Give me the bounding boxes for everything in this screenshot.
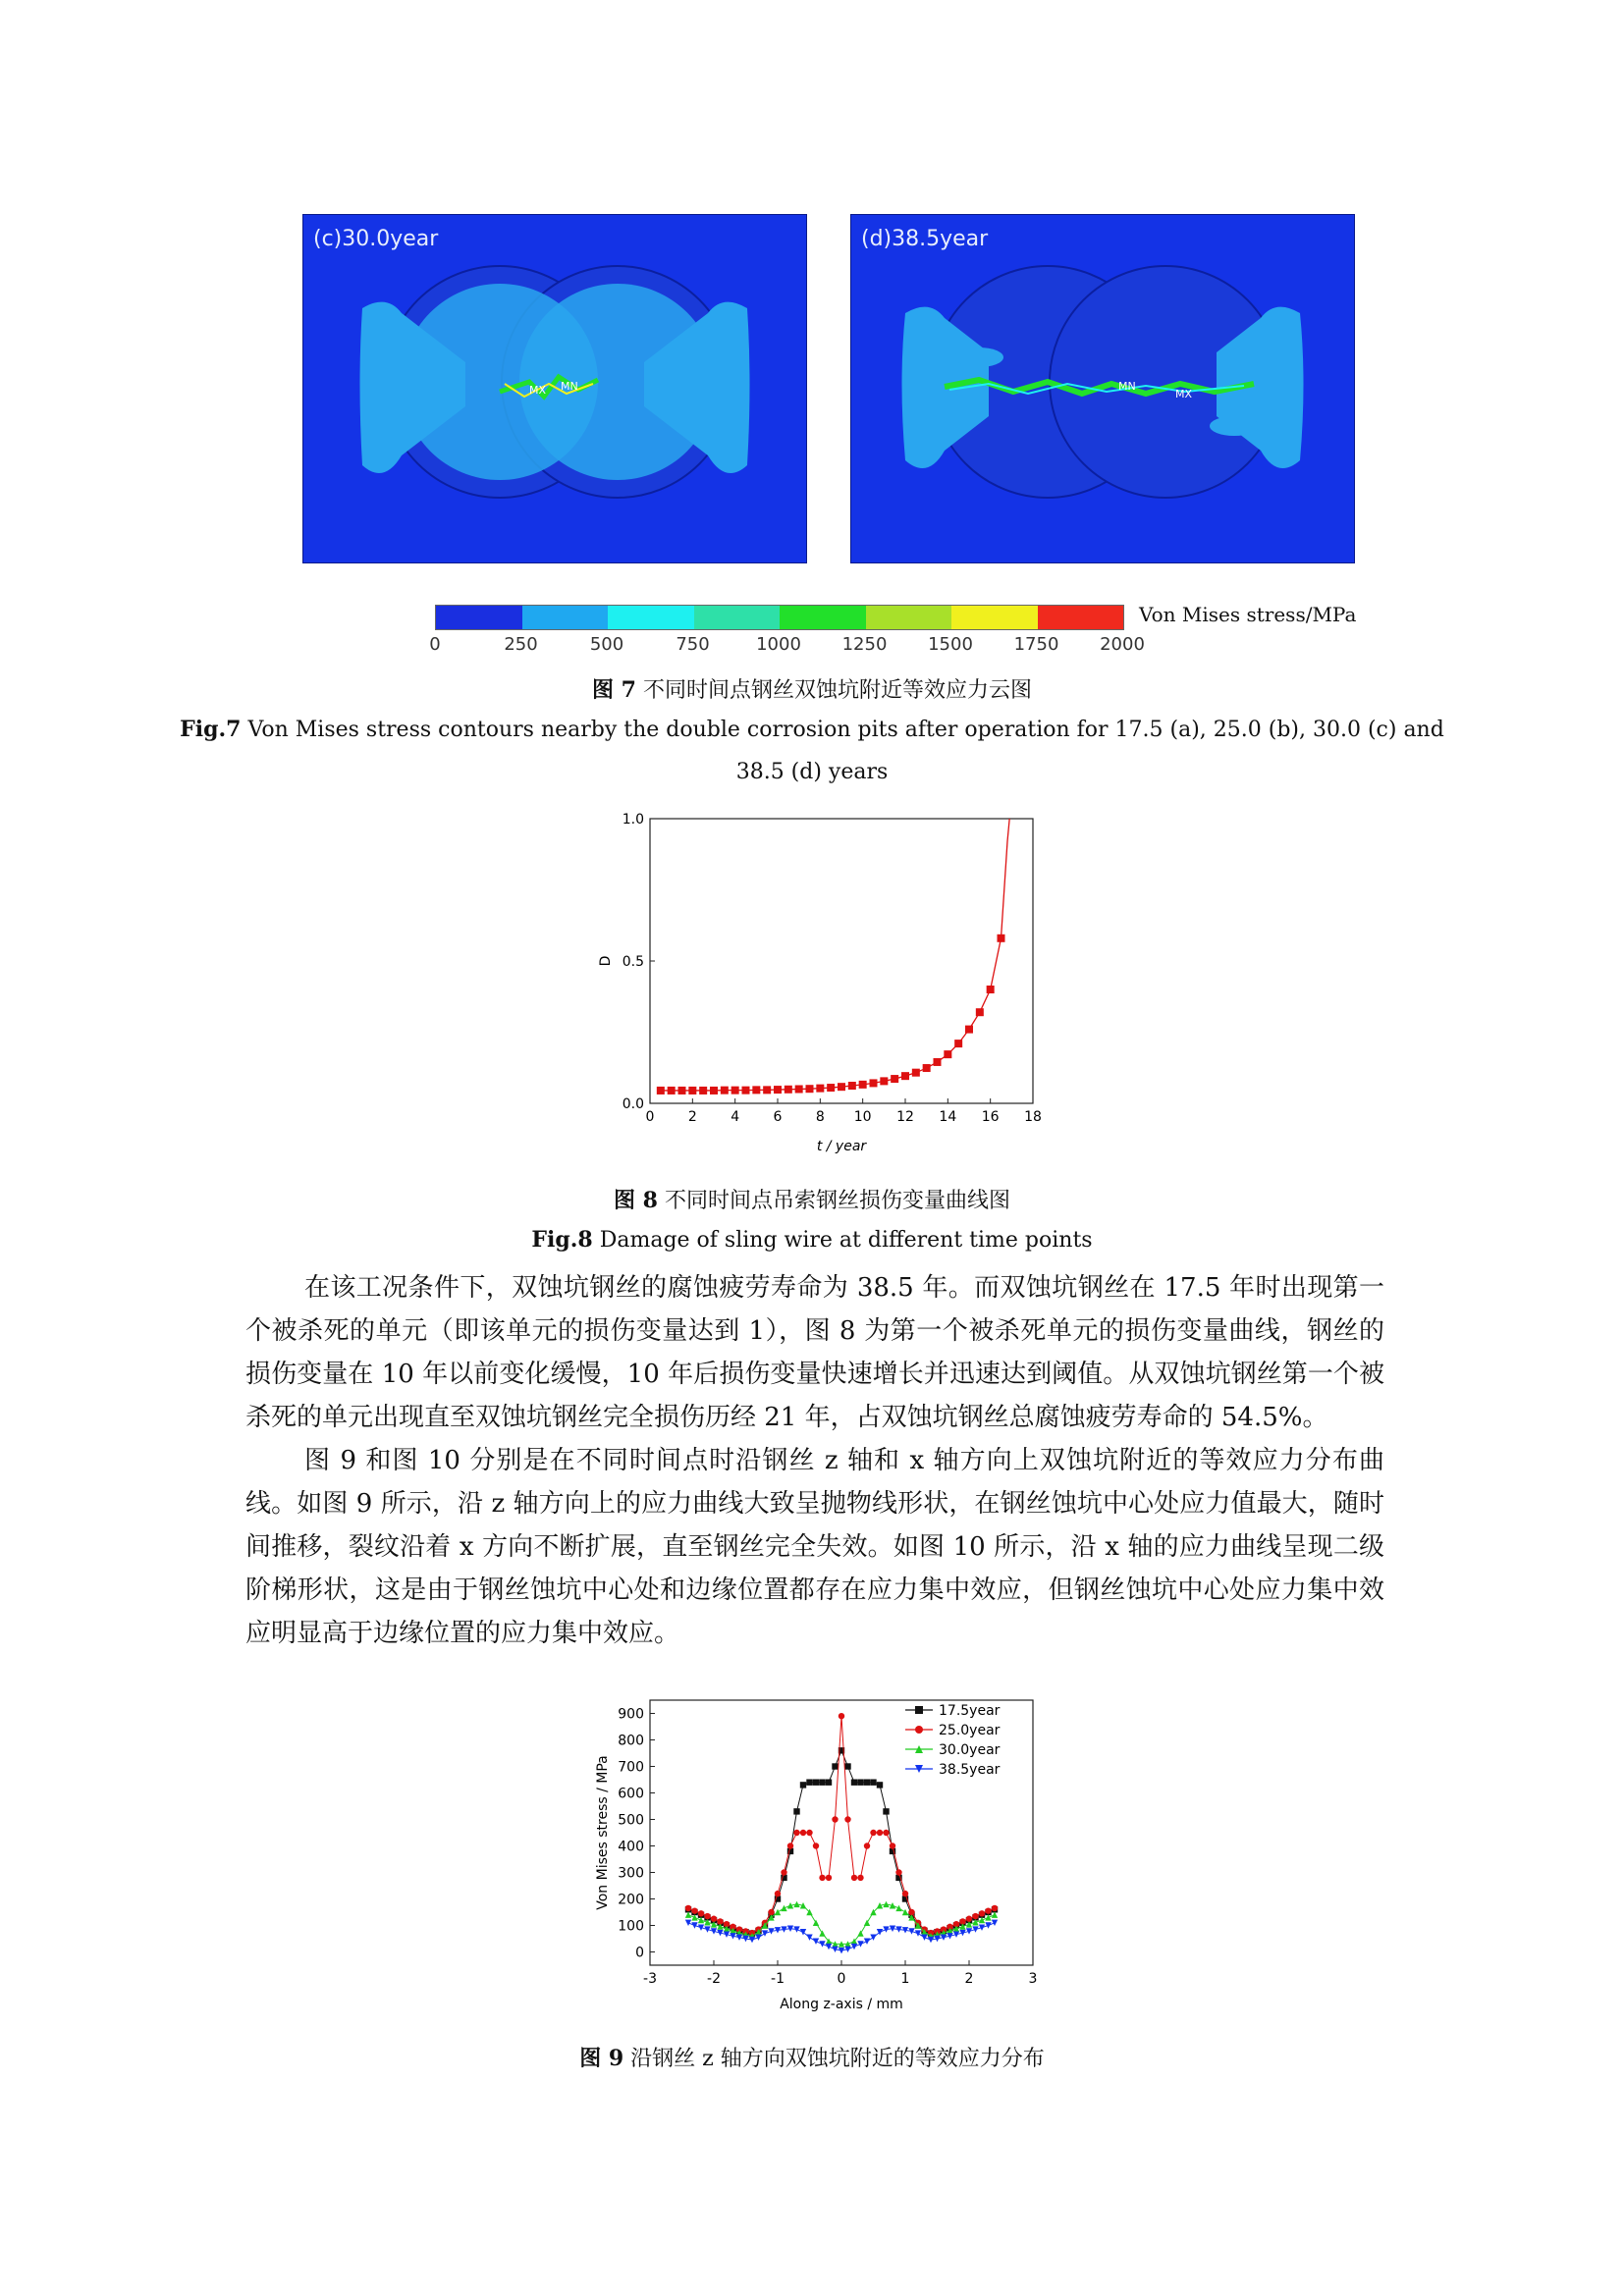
data-point [698,1910,704,1916]
data-point [895,1869,901,1875]
data-point [859,1081,867,1089]
data-point [806,1934,812,1940]
x-tick-label: -2 [707,1971,721,1987]
y-tick-label: 500 [618,1812,644,1829]
data-point [966,1916,972,1922]
data-point [998,934,1005,942]
data-point [844,1816,850,1822]
data-point [965,1026,973,1034]
paragraph-1: 在该工况条件下，双蚀坑钢丝的腐蚀疲劳寿命为 38.5 年。而双蚀坑钢丝在 17.5 年时出现第一个被杀死的单元（即该单元的损伤变量达到 1），图 8 为第一个被杀死单元的损伤变量曲线，钢丝的损伤变量在 10 年以前变化缓慢，10 年后损伤变量快速增长并迅速达到阈值。从双蚀坑钢丝第一个被杀死的单元出现直至双蚀坑钢丝完全损伤历经 21 年，占双蚀坑钢丝总腐蚀疲劳寿命的 54.5%。 [245,1273,1384,1432]
y-tick-label: 900 [618,1706,644,1723]
data-point [710,1087,718,1095]
fig7-caption-en [0,717,1624,742]
data-point [781,1905,786,1911]
data-point [992,1905,998,1911]
data-point [800,1782,806,1788]
data-point [979,1910,985,1916]
legend-label: 30.0year [939,1742,1001,1758]
data-point [826,1780,832,1786]
colorbar-segment [608,606,694,629]
data-point [827,1084,835,1092]
fig7-caption-en-prefix: Fig.7 [180,717,242,742]
x-tick-label: 0 [645,1109,655,1125]
data-point [976,1008,984,1016]
colorbar [435,605,1124,630]
fig7-caption-cn-text: 不同时间点钢丝双蚀坑附近等效应力云图 [635,678,1032,703]
data-point [915,1726,923,1734]
data-point [985,1922,991,1928]
data-point [698,1924,704,1930]
data-point [826,1875,832,1881]
data-point [851,1944,857,1949]
data-point [848,1082,856,1090]
y-tick-label: 600 [618,1786,644,1802]
data-point [883,1808,889,1814]
data-point [781,1869,786,1875]
data-point [711,1916,717,1922]
data-point [864,1780,870,1786]
data-point [691,1907,697,1913]
x-axis-label: Along z-axis / mm [780,1997,903,2012]
data-point [864,1920,870,1926]
fig9-chart [579,1688,1060,2022]
panel-c-label: (c)30.0year [313,227,439,251]
mx-marker-d: MX [1175,388,1193,400]
data-point [954,1040,962,1047]
y-tick-label: 1.0 [622,812,644,828]
data-point [795,1086,803,1094]
colorbar-title: Von Mises stress/MPa [1139,603,1357,626]
x-tick-label: 16 [981,1109,1000,1125]
x-tick-label: 2 [687,1109,697,1125]
colorbar-tick-label: 500 [589,634,624,655]
x-tick-label: 8 [815,1109,825,1125]
data-point [668,1087,676,1095]
data-point [857,1941,863,1947]
data-point [972,1913,978,1919]
mn-marker: MN [561,380,578,393]
colorbar-tick-label: 750 [676,634,710,655]
y-tick-label: 0.5 [622,954,644,970]
data-point [813,1920,819,1926]
data-point [832,1763,838,1769]
data-point [870,1780,876,1786]
fig7-caption-cn-prefix: 图 7 [592,677,636,703]
legend-label: 38.5year [939,1762,1001,1778]
data-point [992,1920,998,1926]
data-point [902,1891,908,1896]
y-tick-label: 300 [618,1865,644,1882]
fig8-caption-en-text: Damage of sling wire at different time points [592,1228,1093,1253]
data-point [721,1087,729,1095]
fig8-chart [579,805,1060,1168]
contour-d-graphic [851,215,1354,562]
colorbar-segment [1038,606,1124,629]
body-text [245,1266,1384,1655]
colorbar-segment [866,606,952,629]
colorbar-tick-label: 2000 [1100,634,1145,655]
colorbar-tick-labels [429,634,1145,658]
data-point [985,1907,991,1913]
series-line [688,1750,995,1933]
data-point [880,1077,888,1085]
x-tick-label: -3 [643,1971,657,1987]
data-point [923,1064,931,1072]
data-point [959,1930,965,1936]
data-point [966,1928,972,1934]
y-tick-label: 400 [618,1839,644,1855]
data-point [711,1928,717,1934]
data-point [819,1930,825,1936]
legend-label: 25.0year [939,1723,1001,1738]
colorbar-tick-label: 250 [504,634,538,655]
fig7-caption-en-line2: 38.5 (d) years [735,760,889,784]
y-tick-label: 200 [618,1892,644,1908]
data-point [763,1086,771,1094]
data-point [819,1875,825,1881]
data-point [731,1087,739,1095]
plot-frame [650,1700,1033,1965]
x-tick-label: 1 [900,1971,910,1987]
colorbar-tick-label: 1750 [1013,634,1059,655]
data-point [819,1780,825,1786]
data-point [717,1930,723,1936]
data-point [762,1930,768,1936]
mn-marker-d: MN [1118,380,1136,393]
y-tick-label: 0 [635,1945,644,1961]
data-point [691,1922,697,1928]
y-tick-label: 700 [618,1759,644,1776]
data-point [934,1058,942,1066]
data-point [877,1830,883,1836]
data-point [699,1087,707,1095]
colorbar-tick-label: 1250 [841,634,888,655]
y-axis-label: Von Mises stress / MPa [595,1755,611,1910]
data-point [890,1842,895,1848]
x-tick-label: 2 [964,1971,974,1987]
data-point [785,1086,792,1094]
data-point [678,1087,686,1095]
y-tick-label: 100 [618,1918,644,1935]
fig7-panel-c [302,214,807,563]
data-point [775,1891,781,1896]
data-point [844,1763,850,1769]
x-tick-label: 18 [1024,1109,1042,1125]
colorbar-segment [780,606,866,629]
x-tick-label: 14 [939,1109,957,1125]
data-point [902,1909,908,1915]
data-point [688,1087,696,1095]
data-point [915,1930,921,1936]
data-point [832,1816,838,1822]
x-tick-label: 4 [731,1109,740,1125]
data-point [864,1842,870,1848]
data-point [704,1913,710,1919]
fig9-caption-cn-text: 沿钢丝 z 轴方向双蚀坑附近的等效应力分布 [623,2047,1045,2071]
x-tick-label: 3 [1028,1971,1038,1987]
data-point [883,1830,889,1836]
data-point [864,1939,870,1945]
colorbar-tick-label: 1500 [928,634,973,655]
data-point [806,1085,814,1093]
data-point [851,1780,857,1786]
colorbar-segment [951,606,1038,629]
data-point [877,1782,883,1788]
fig8-caption-en [0,1227,1624,1253]
data-point [774,1086,782,1094]
y-axis-label: D [598,955,614,967]
data-point [704,1926,710,1932]
data-point [870,1830,876,1836]
fig8-caption-cn-text: 不同时间点吊索钢丝损伤变量曲线图 [657,1189,1010,1213]
data-point [915,1706,923,1714]
x-tick-label: -1 [771,1971,785,1987]
x-tick-label: 6 [773,1109,783,1125]
colorbar-tick-label: 1000 [756,634,801,655]
data-point [752,1086,760,1094]
data-point [787,1842,793,1848]
x-tick-label: 0 [837,1971,846,1987]
data-point [813,1780,819,1786]
data-point [793,1830,799,1836]
data-point [793,1808,799,1814]
data-point [806,1780,812,1786]
fig7-caption-cn [0,673,1624,704]
data-point [775,1909,781,1915]
y-tick-label: 0.0 [622,1096,644,1112]
data-point [839,1713,844,1719]
plot-frame [650,819,1033,1103]
fig7-panel-d [850,214,1355,563]
data-point [851,1875,857,1881]
y-tick-label: 800 [618,1733,644,1749]
colorbar-segment [436,606,522,629]
colorbar-segment [694,606,781,629]
colorbar-tick-label: 0 [429,634,441,655]
paragraph-2: 图 9 和图 10 分别是在不同时间点时沿钢丝 z 轴和 x 轴方向上双蚀坑附近的等效应力分布曲线。如图 9 所示，沿 z 轴方向上的应力曲线大致呈抛物线形状，在钢丝蚀坑中心处应力值最大，随时间推移，裂纹沿着 x 方向不断扩展，直至钢丝完全失效。如图 10 所示，沿 x 轴的应力曲线呈现二级阶梯形状，这是由于钢丝蚀坑中心处和边缘位置都存在应力集中效应，但钢丝蚀坑中心处应力集中效应明显高于边缘位置的应力集中效应。 [245,1446,1384,1648]
data-point [819,1941,825,1947]
fig7-caption-en-text: Von Mises stress contours nearby the double corrosion pits after operation for 17.5 (a), 25.0 (b), 30.0 (c) and [241,718,1444,742]
x-tick-label: 10 [853,1109,872,1125]
mx-marker: MX [529,384,547,397]
data-point [953,1931,959,1937]
data-point [857,1875,863,1881]
legend-label: 17.5year [939,1703,1001,1719]
fig8-caption-cn [0,1184,1624,1214]
fig9-caption-cn-prefix: 图 9 [579,2046,624,2071]
data-point [891,1075,898,1083]
data-point [870,1934,876,1940]
data-point [979,1924,985,1930]
data-point [921,1934,927,1940]
data-point [972,1926,978,1932]
data-point [657,1087,665,1095]
data-point [870,1079,878,1087]
panel-d-label: (d)38.5year [861,227,989,251]
colorbar-segment [522,606,609,629]
series-line [661,819,1009,1091]
data-point [724,1931,730,1937]
data-point [813,1939,819,1945]
data-point [755,1934,761,1940]
data-point [685,1905,691,1911]
x-tick-label: 12 [896,1109,914,1125]
data-point [987,986,995,993]
contour-c-graphic [303,215,806,562]
fig8-caption-en-prefix: Fig.8 [531,1227,593,1253]
data-point [813,1842,819,1848]
data-point [806,1830,812,1836]
fig8-caption-cn-prefix: 图 8 [614,1188,658,1213]
data-point [944,1050,951,1058]
data-point [816,1085,824,1093]
fig9-caption-cn [0,2042,1624,2072]
data-point [895,1905,901,1911]
data-point [742,1087,750,1095]
data-point [838,1083,845,1091]
data-point [912,1069,920,1077]
x-axis-label: t / year [816,1139,867,1154]
data-point [826,1944,832,1949]
data-point [857,1780,863,1786]
data-point [685,1920,691,1926]
data-point [857,1930,863,1936]
data-point [800,1830,806,1836]
data-point [901,1072,909,1080]
